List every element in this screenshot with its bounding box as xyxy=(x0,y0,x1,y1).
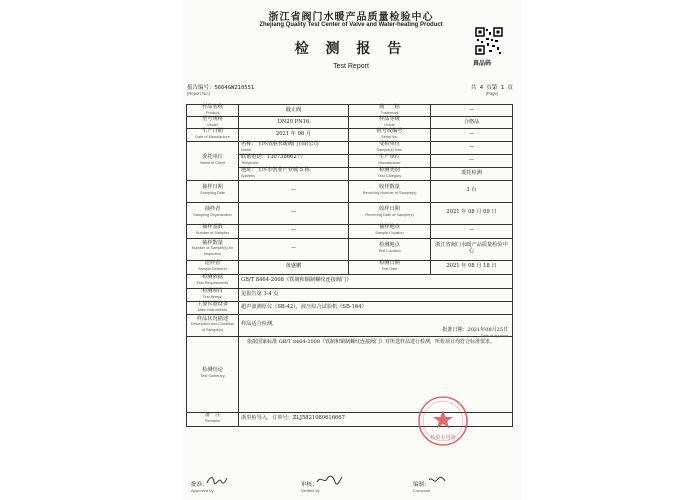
test-date-label: 检测日期 Test Date xyxy=(349,260,431,274)
sample-base-label: 抽样基数 Number of Samples xyxy=(187,224,239,238)
qr-code-label: 真品码 xyxy=(473,60,492,67)
product-value: 截止阀 xyxy=(239,105,349,117)
table-row xyxy=(187,202,513,224)
model-value: DN20 PN16 xyxy=(239,117,349,129)
grade-label: 样品等级 Grade xyxy=(349,117,431,129)
verifier-signature-icon xyxy=(315,474,343,486)
received-date-label: 收样日期 Receiving Date of Sample(s) xyxy=(349,202,431,224)
client-address: 地址：玉环市创业产业城 5 栋 Address xyxy=(239,167,349,180)
grade-value: 合格品 xyxy=(431,117,513,129)
requirements-value: GB/T 8464-2008《铁制和铜制螺纹连接阀门》 xyxy=(239,274,513,288)
table-row xyxy=(187,238,513,260)
manufacturer-value: — xyxy=(431,154,513,167)
summary-label: 检测结论 Test Summary xyxy=(187,336,239,412)
test-location-value: 浙江省阀门水暖产品质量检验中心 xyxy=(431,238,513,260)
center-title-en: Zhejiang Quality Test Center of Valve and Water-heating Product xyxy=(259,22,443,28)
table-row xyxy=(187,301,513,314)
trademark-value: — xyxy=(431,105,513,117)
manufacturer-label: 生产单位 Manufacturer xyxy=(349,154,431,167)
condition-label: 样品状况描述 Description and Condition of Sample(s) xyxy=(187,314,239,336)
page-indicator: 共 4 页第 1 页 (Page) xyxy=(471,85,513,96)
received-number-label: 收样数量 Receiving Number of Sample(s) xyxy=(349,180,431,202)
report-title-zh: 检 测 报 告 xyxy=(294,41,408,57)
deliverer-value: 黄盛鹏 xyxy=(239,260,349,274)
received-number-value: 3 台 xyxy=(431,180,513,202)
sampling-date-value: — xyxy=(239,180,349,202)
approver-signature-icon xyxy=(205,474,229,486)
table-row xyxy=(187,260,513,274)
test-category-value: 委托检测 xyxy=(431,167,513,180)
remarks-label: 备 注 Remarks xyxy=(187,412,239,426)
report-title-en: Test Report xyxy=(333,63,369,70)
inspection-number-label: 抽样数量 Number of Sample(s) for Inspection xyxy=(187,238,239,260)
verified-by: 审核： Verified by xyxy=(301,480,320,493)
sampling-org-label: 抽样者 Sampling Organization xyxy=(187,202,239,224)
sample-base-value: — xyxy=(239,224,349,238)
approve-date: 批准日期：2021年08月25日 Date of Approve xyxy=(442,327,508,338)
requirements-label: 检测依据 Test Requirements xyxy=(187,274,239,288)
sampling-org-value: — xyxy=(239,202,349,224)
trademark-label: 商 标 Trademark xyxy=(349,105,431,117)
test-date-value: 2021 年 08 月 18 日 xyxy=(431,260,513,274)
approved-by: 批准： Approved by xyxy=(191,480,213,493)
deliverer-label: 送样者 Sample Deliverer xyxy=(187,260,239,274)
sample-location-label: 抽样地点 Sample Location xyxy=(349,224,431,238)
instruments-value: 超声波测厚仪（SB-42），液压综合试验机（SB-164） xyxy=(239,301,513,314)
table-row xyxy=(187,274,513,288)
table-row xyxy=(187,117,513,129)
table-row xyxy=(187,105,513,117)
test-location-label: 检测地点 Test Location xyxy=(349,238,431,260)
product-label: 样品名称 Product xyxy=(187,105,239,117)
sampling-date-label: 抽样日期 Sampling Date xyxy=(187,180,239,202)
report-number: 报告编号：5664GW210551 (Report No.) xyxy=(187,85,255,96)
sample-location-value: — xyxy=(431,224,513,238)
condition-value: 样品适合检测。 xyxy=(239,314,513,336)
table-row xyxy=(187,129,513,141)
seal-text: 检验专用章 xyxy=(430,435,456,441)
items-label: 检测项目 Test Item(s) xyxy=(187,288,239,301)
client-telephone: 联系电话：13073866277 Telephone xyxy=(239,154,349,167)
table-row xyxy=(187,224,513,238)
table-row xyxy=(187,141,513,154)
summary-cell xyxy=(239,327,513,412)
official-seal-icon xyxy=(417,395,469,447)
report-sheet xyxy=(181,0,521,500)
manufacture-date-label: 生产日期 Date of Manufacture xyxy=(187,129,239,141)
qr-code-icon xyxy=(475,27,503,55)
serial-value: — xyxy=(431,129,513,141)
report-table xyxy=(186,104,513,427)
instruments-label: 主要仪器设备 Main Instruments xyxy=(187,301,239,314)
inspection-number-value: — xyxy=(239,238,349,260)
sample-from-label: 受检单位 Sample(s) from xyxy=(349,141,431,154)
client-label: 委托单位 Name of Client xyxy=(187,141,239,180)
manufacture-date-value: 2021 年 08 月 xyxy=(239,129,349,141)
serial-label: 批号或编号 Serial No. xyxy=(349,129,431,141)
table-row xyxy=(187,180,513,202)
summary-text: 依据国家标准 GB/T 8464-2008《铁制和铜制螺纹连接阀门》对所送样品进行检测，所检项目均符合标准要求。 xyxy=(247,338,496,345)
composed-by: 编制： Compose xyxy=(413,480,430,493)
composer-signature-icon xyxy=(427,474,449,486)
received-date-value: 2021 年 08 月 09 日 xyxy=(431,202,513,224)
client-name: 名称：玉环清港水暖阀门有限公司 Name xyxy=(239,141,349,154)
sample-from-value: — xyxy=(431,141,513,154)
table-row xyxy=(187,288,513,301)
test-category-label: 检测类别 Test Category xyxy=(349,167,431,180)
remarks-value: 浙里检导入，订单号：ZLJ5821080616667 xyxy=(239,412,513,426)
items-value: 见报告第 3-4 页 xyxy=(239,288,513,301)
model-label: 型号规格 Model xyxy=(187,117,239,129)
center-title-zh: 浙江省阀门水暖产品质量检验中心 xyxy=(268,12,434,23)
